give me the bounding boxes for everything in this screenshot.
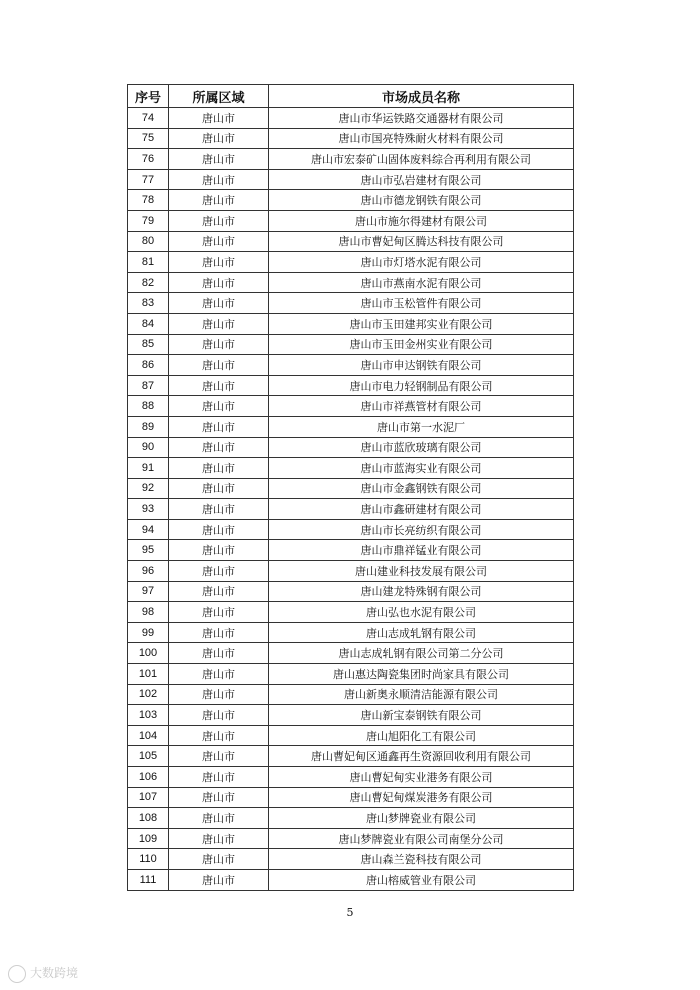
cell-member-name: 唐山森兰瓷科技有限公司 bbox=[269, 849, 574, 870]
cell-seq: 82 bbox=[128, 272, 169, 293]
cell-member-name: 唐山市弘岩建材有限公司 bbox=[269, 169, 574, 190]
cell-member-name: 唐山市灯塔水泥有限公司 bbox=[269, 252, 574, 273]
cell-member-name: 唐山市金鑫钢铁有限公司 bbox=[269, 478, 574, 499]
table-row bbox=[128, 458, 574, 479]
table-row bbox=[128, 664, 574, 685]
cell-seq: 91 bbox=[128, 458, 169, 479]
cell-seq: 104 bbox=[128, 725, 169, 746]
watermark-logo-icon bbox=[8, 965, 26, 983]
cell-seq: 107 bbox=[128, 787, 169, 808]
table-row bbox=[128, 355, 574, 376]
cell-region: 唐山市 bbox=[169, 849, 269, 870]
cell-region: 唐山市 bbox=[169, 169, 269, 190]
table-row bbox=[128, 396, 574, 417]
cell-seq: 105 bbox=[128, 746, 169, 767]
cell-seq: 81 bbox=[128, 252, 169, 273]
cell-seq: 87 bbox=[128, 375, 169, 396]
cell-member-name: 唐山市施尔得建材有限公司 bbox=[269, 210, 574, 231]
cell-region: 唐山市 bbox=[169, 602, 269, 623]
cell-seq: 75 bbox=[128, 128, 169, 149]
cell-seq: 110 bbox=[128, 849, 169, 870]
table-row bbox=[128, 293, 574, 314]
cell-member-name: 唐山新奥永顺清洁能源有限公司 bbox=[269, 684, 574, 705]
cell-region: 唐山市 bbox=[169, 293, 269, 314]
cell-region: 唐山市 bbox=[169, 231, 269, 252]
cell-region: 唐山市 bbox=[169, 746, 269, 767]
cell-member-name: 唐山市玉田建邦实业有限公司 bbox=[269, 313, 574, 334]
cell-member-name: 唐山市华运铁路交通器材有限公司 bbox=[269, 108, 574, 129]
cell-member-name: 唐山市国亮特殊耐火材料有限公司 bbox=[269, 128, 574, 149]
watermark-text: 大数跨境 bbox=[30, 966, 79, 980]
cell-seq: 109 bbox=[128, 828, 169, 849]
table-row bbox=[128, 561, 574, 582]
cell-member-name: 唐山市蓝欣玻璃有限公司 bbox=[269, 437, 574, 458]
cell-member-name: 唐山建业科技发展有限公司 bbox=[269, 561, 574, 582]
cell-seq: 103 bbox=[128, 705, 169, 726]
table-row bbox=[128, 869, 574, 890]
cell-member-name: 唐山市鑫研建材有限公司 bbox=[269, 499, 574, 520]
cell-member-name: 唐山弘也水泥有限公司 bbox=[269, 602, 574, 623]
cell-seq: 92 bbox=[128, 478, 169, 499]
cell-member-name: 唐山市申达钢铁有限公司 bbox=[269, 355, 574, 376]
cell-member-name: 唐山惠达陶瓷集团时尚家具有限公司 bbox=[269, 664, 574, 685]
cell-seq: 80 bbox=[128, 231, 169, 252]
table-row bbox=[128, 828, 574, 849]
cell-member-name: 唐山新宝泰钢铁有限公司 bbox=[269, 705, 574, 726]
cell-region: 唐山市 bbox=[169, 787, 269, 808]
table-row bbox=[128, 540, 574, 561]
table-row bbox=[128, 128, 574, 149]
cell-member-name: 唐山市第一水泥厂 bbox=[269, 416, 574, 437]
cell-region: 唐山市 bbox=[169, 272, 269, 293]
cell-region: 唐山市 bbox=[169, 252, 269, 273]
cell-member-name: 唐山市玉松管件有限公司 bbox=[269, 293, 574, 314]
cell-member-name: 唐山市长亮纺织有限公司 bbox=[269, 519, 574, 540]
cell-region: 唐山市 bbox=[169, 313, 269, 334]
cell-region: 唐山市 bbox=[169, 581, 269, 602]
cell-seq: 96 bbox=[128, 561, 169, 582]
cell-region: 唐山市 bbox=[169, 478, 269, 499]
cell-seq: 78 bbox=[128, 190, 169, 211]
cell-member-name: 唐山曹妃甸区通鑫再生资源回收利用有限公司 bbox=[269, 746, 574, 767]
cell-seq: 106 bbox=[128, 767, 169, 788]
table-row bbox=[128, 252, 574, 273]
table-row bbox=[128, 849, 574, 870]
table-row bbox=[128, 190, 574, 211]
cell-seq: 98 bbox=[128, 602, 169, 623]
cell-member-name: 唐山曹妃甸煤炭港务有限公司 bbox=[269, 787, 574, 808]
cell-member-name: 唐山市宏泰矿山固体废料综合再利用有限公司 bbox=[269, 149, 574, 170]
cell-seq: 90 bbox=[128, 437, 169, 458]
cell-member-name: 唐山曹妃甸实业港务有限公司 bbox=[269, 767, 574, 788]
cell-member-name: 唐山市蓝海实业有限公司 bbox=[269, 458, 574, 479]
cell-seq: 97 bbox=[128, 581, 169, 602]
cell-member-name: 唐山市电力轻钢制品有限公司 bbox=[269, 375, 574, 396]
cell-region: 唐山市 bbox=[169, 416, 269, 437]
table-row bbox=[128, 313, 574, 334]
cell-region: 唐山市 bbox=[169, 458, 269, 479]
cell-seq: 111 bbox=[128, 869, 169, 890]
watermark bbox=[8, 964, 78, 983]
table-row bbox=[128, 519, 574, 540]
cell-member-name: 唐山志成轧钢有限公司第二分公司 bbox=[269, 643, 574, 664]
table-row bbox=[128, 684, 574, 705]
table-row bbox=[128, 581, 574, 602]
cell-seq: 77 bbox=[128, 169, 169, 190]
cell-seq: 108 bbox=[128, 808, 169, 829]
table-row bbox=[128, 808, 574, 829]
cell-region: 唐山市 bbox=[169, 664, 269, 685]
table-row bbox=[128, 437, 574, 458]
cell-region: 唐山市 bbox=[169, 437, 269, 458]
cell-region: 唐山市 bbox=[169, 149, 269, 170]
cell-region: 唐山市 bbox=[169, 396, 269, 417]
cell-region: 唐山市 bbox=[169, 808, 269, 829]
cell-region: 唐山市 bbox=[169, 540, 269, 561]
cell-seq: 74 bbox=[128, 108, 169, 129]
cell-seq: 85 bbox=[128, 334, 169, 355]
cell-member-name: 唐山志成轧钢有限公司 bbox=[269, 622, 574, 643]
cell-seq: 102 bbox=[128, 684, 169, 705]
page-number: 5 bbox=[346, 906, 354, 919]
cell-region: 唐山市 bbox=[169, 190, 269, 211]
table-row bbox=[128, 210, 574, 231]
table-row bbox=[128, 787, 574, 808]
cell-region: 唐山市 bbox=[169, 622, 269, 643]
cell-member-name: 唐山市曹妃甸区腾达科技有限公司 bbox=[269, 231, 574, 252]
table-row bbox=[128, 499, 574, 520]
cell-seq: 100 bbox=[128, 643, 169, 664]
cell-member-name: 唐山市燕南水泥有限公司 bbox=[269, 272, 574, 293]
cell-seq: 84 bbox=[128, 313, 169, 334]
header-region: 所属区域 bbox=[169, 85, 269, 108]
cell-member-name: 唐山市德龙钢铁有限公司 bbox=[269, 190, 574, 211]
cell-region: 唐山市 bbox=[169, 210, 269, 231]
table-row bbox=[128, 334, 574, 355]
cell-seq: 99 bbox=[128, 622, 169, 643]
cell-seq: 95 bbox=[128, 540, 169, 561]
cell-member-name: 唐山市鼎祥锰业有限公司 bbox=[269, 540, 574, 561]
table-row bbox=[128, 767, 574, 788]
cell-member-name: 唐山梦牌瓷业有限公司南堡分公司 bbox=[269, 828, 574, 849]
table-row bbox=[128, 602, 574, 623]
table-row bbox=[128, 416, 574, 437]
table-row bbox=[128, 149, 574, 170]
table-row bbox=[128, 725, 574, 746]
cell-region: 唐山市 bbox=[169, 519, 269, 540]
member-table bbox=[127, 84, 574, 891]
cell-member-name: 唐山榕威管业有限公司 bbox=[269, 869, 574, 890]
cell-member-name: 唐山市玉田金州实业有限公司 bbox=[269, 334, 574, 355]
cell-region: 唐山市 bbox=[169, 375, 269, 396]
cell-seq: 93 bbox=[128, 499, 169, 520]
table-header-row bbox=[128, 85, 574, 108]
table-row bbox=[128, 705, 574, 726]
header-name: 市场成员名称 bbox=[269, 85, 574, 108]
cell-region: 唐山市 bbox=[169, 869, 269, 890]
cell-member-name: 唐山市祥燕管材有限公司 bbox=[269, 396, 574, 417]
cell-seq: 86 bbox=[128, 355, 169, 376]
table-row bbox=[128, 746, 574, 767]
table-row bbox=[128, 231, 574, 252]
cell-seq: 94 bbox=[128, 519, 169, 540]
header-seq: 序号 bbox=[128, 85, 169, 108]
table-row bbox=[128, 108, 574, 129]
table-row bbox=[128, 169, 574, 190]
cell-seq: 89 bbox=[128, 416, 169, 437]
table-row bbox=[128, 643, 574, 664]
cell-member-name: 唐山建龙特殊钢有限公司 bbox=[269, 581, 574, 602]
table-row bbox=[128, 272, 574, 293]
cell-region: 唐山市 bbox=[169, 499, 269, 520]
cell-member-name: 唐山梦牌瓷业有限公司 bbox=[269, 808, 574, 829]
table-row bbox=[128, 478, 574, 499]
cell-seq: 76 bbox=[128, 149, 169, 170]
cell-member-name: 唐山旭阳化工有限公司 bbox=[269, 725, 574, 746]
cell-region: 唐山市 bbox=[169, 684, 269, 705]
table-row bbox=[128, 375, 574, 396]
cell-region: 唐山市 bbox=[169, 643, 269, 664]
cell-region: 唐山市 bbox=[169, 725, 269, 746]
cell-seq: 88 bbox=[128, 396, 169, 417]
cell-seq: 79 bbox=[128, 210, 169, 231]
cell-region: 唐山市 bbox=[169, 355, 269, 376]
cell-region: 唐山市 bbox=[169, 705, 269, 726]
table-row bbox=[128, 622, 574, 643]
cell-region: 唐山市 bbox=[169, 561, 269, 582]
cell-region: 唐山市 bbox=[169, 108, 269, 129]
cell-seq: 101 bbox=[128, 664, 169, 685]
cell-region: 唐山市 bbox=[169, 828, 269, 849]
cell-region: 唐山市 bbox=[169, 128, 269, 149]
cell-region: 唐山市 bbox=[169, 767, 269, 788]
cell-region: 唐山市 bbox=[169, 334, 269, 355]
cell-seq: 83 bbox=[128, 293, 169, 314]
